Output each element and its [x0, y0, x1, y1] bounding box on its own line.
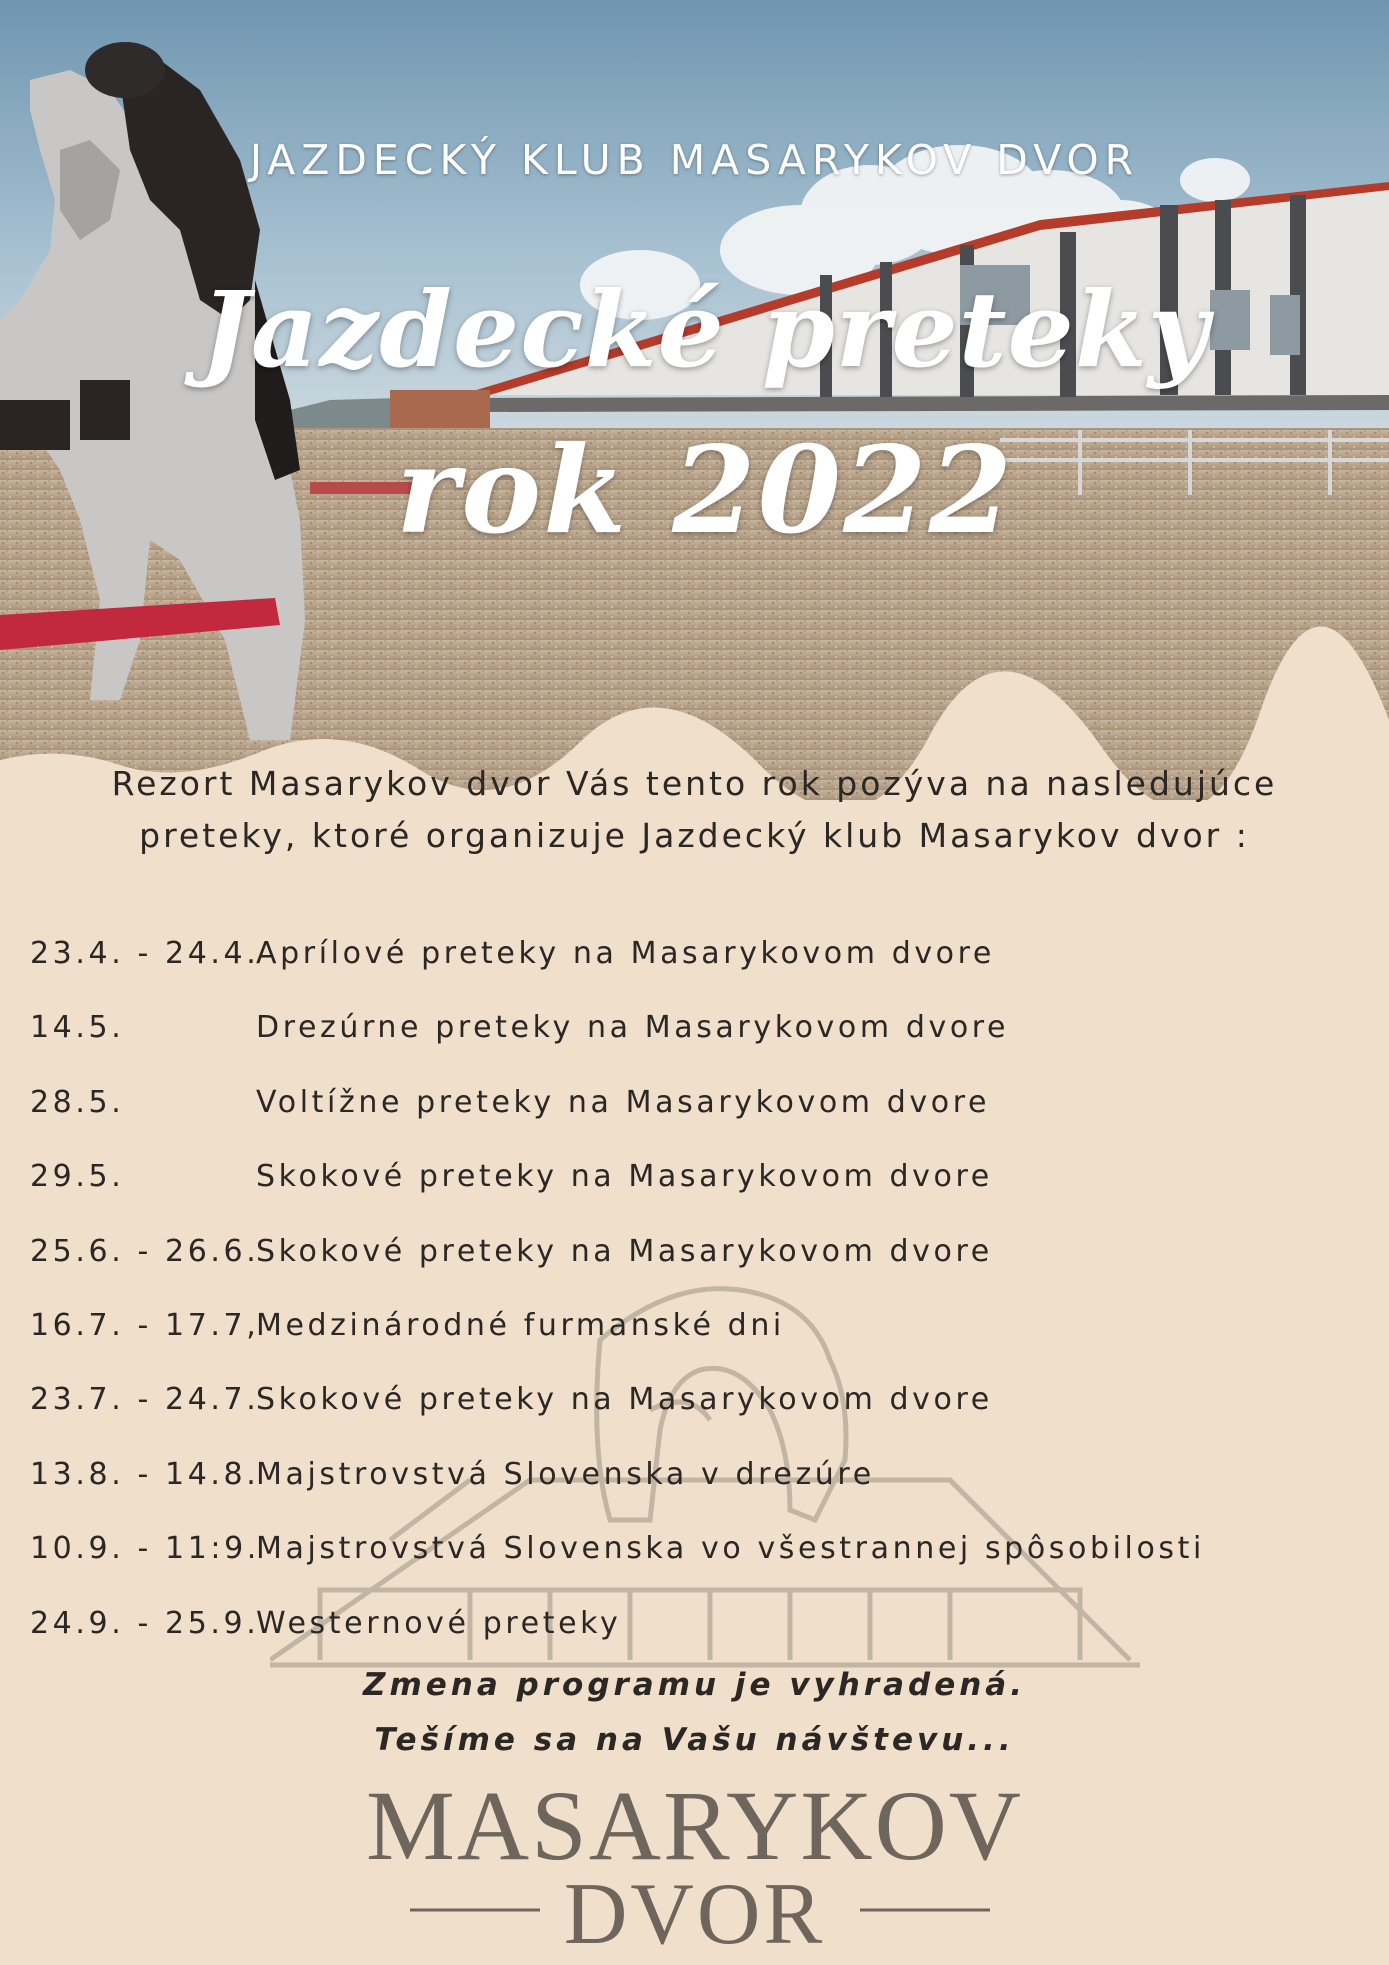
event-date: 28.5.	[30, 1084, 125, 1120]
event-item	[30, 1075, 1370, 1149]
event-name: Westernové preteky	[256, 1605, 622, 1641]
program-change-note: Zmena programu je vyhradená.	[362, 1667, 1027, 1703]
event-name: Voltížne preteky na Masarykovom dvore	[256, 1084, 991, 1120]
intro-text	[30, 758, 1359, 862]
poster-year: rok 2022	[395, 420, 1015, 561]
event-name: Majstrovstvá Slovenska v drezúre	[256, 1456, 875, 1492]
event-item	[30, 1224, 1370, 1298]
event-date: 29.5.	[30, 1159, 125, 1195]
event-name: Skokové preteky na Masarykovom dvore	[256, 1382, 993, 1418]
event-date: 25.6. - 26.6.	[30, 1233, 260, 1269]
event-name: Skokové preteky na Masarykovom dvore	[256, 1233, 993, 1269]
event-item	[30, 1372, 1370, 1446]
intro-line-1: Rezort Masarykov dvor Vás tento rok pozýva na nasledujúce	[111, 764, 1278, 803]
event-date: 13.8. - 14.8.	[30, 1456, 260, 1492]
event-date: 10.9. - 11:9.	[30, 1531, 260, 1567]
event-name: Aprílové preteky na Masarykovom dvore	[256, 936, 995, 971]
event-date: 16.7. - 17.7,	[30, 1307, 260, 1343]
event-item	[30, 1298, 1370, 1372]
event-name: Majstrovstvá Slovenska vo všestrannej spôsobilosti	[256, 1531, 1205, 1567]
event-name: Medzinárodné furmanské dni	[256, 1307, 785, 1343]
arena-illustration	[0, 0, 1389, 800]
event-item	[30, 1149, 1370, 1223]
poster-title: Jazdecké preteky	[200, 268, 1210, 391]
intro-line-2: preteky, ktoré organizuje Jazdecký klub Masarykov dvor :	[139, 816, 1250, 855]
hero-photo	[0, 0, 1389, 800]
event-date: 23.4. - 24.4.	[30, 936, 260, 971]
logo-wordmark-bottom: DVOR	[563, 1866, 826, 1963]
welcome-note: Tešíme sa na Vašu návštevu...	[374, 1722, 1015, 1758]
event-date: 24.9. - 25.9.	[30, 1605, 260, 1641]
event-date: 14.5.	[30, 1010, 125, 1046]
event-item	[30, 1596, 1370, 1670]
event-schedule	[30, 926, 1370, 1670]
event-item	[30, 1000, 1370, 1074]
event-name: Drezúrne preteky na Masarykovom dvore	[256, 1010, 1010, 1046]
logo-wordmark-top: MASARYKOV	[365, 1770, 1023, 1881]
event-name: Skokové preteky na Masarykovom dvore	[256, 1159, 993, 1195]
event-item	[30, 1447, 1370, 1521]
club-name: JAZDECKÝ KLUB MASARYKOV DVOR	[249, 136, 1140, 184]
event-item	[30, 1521, 1370, 1595]
event-item	[30, 926, 1370, 1000]
event-date: 23.7. - 24.7.	[30, 1382, 260, 1418]
